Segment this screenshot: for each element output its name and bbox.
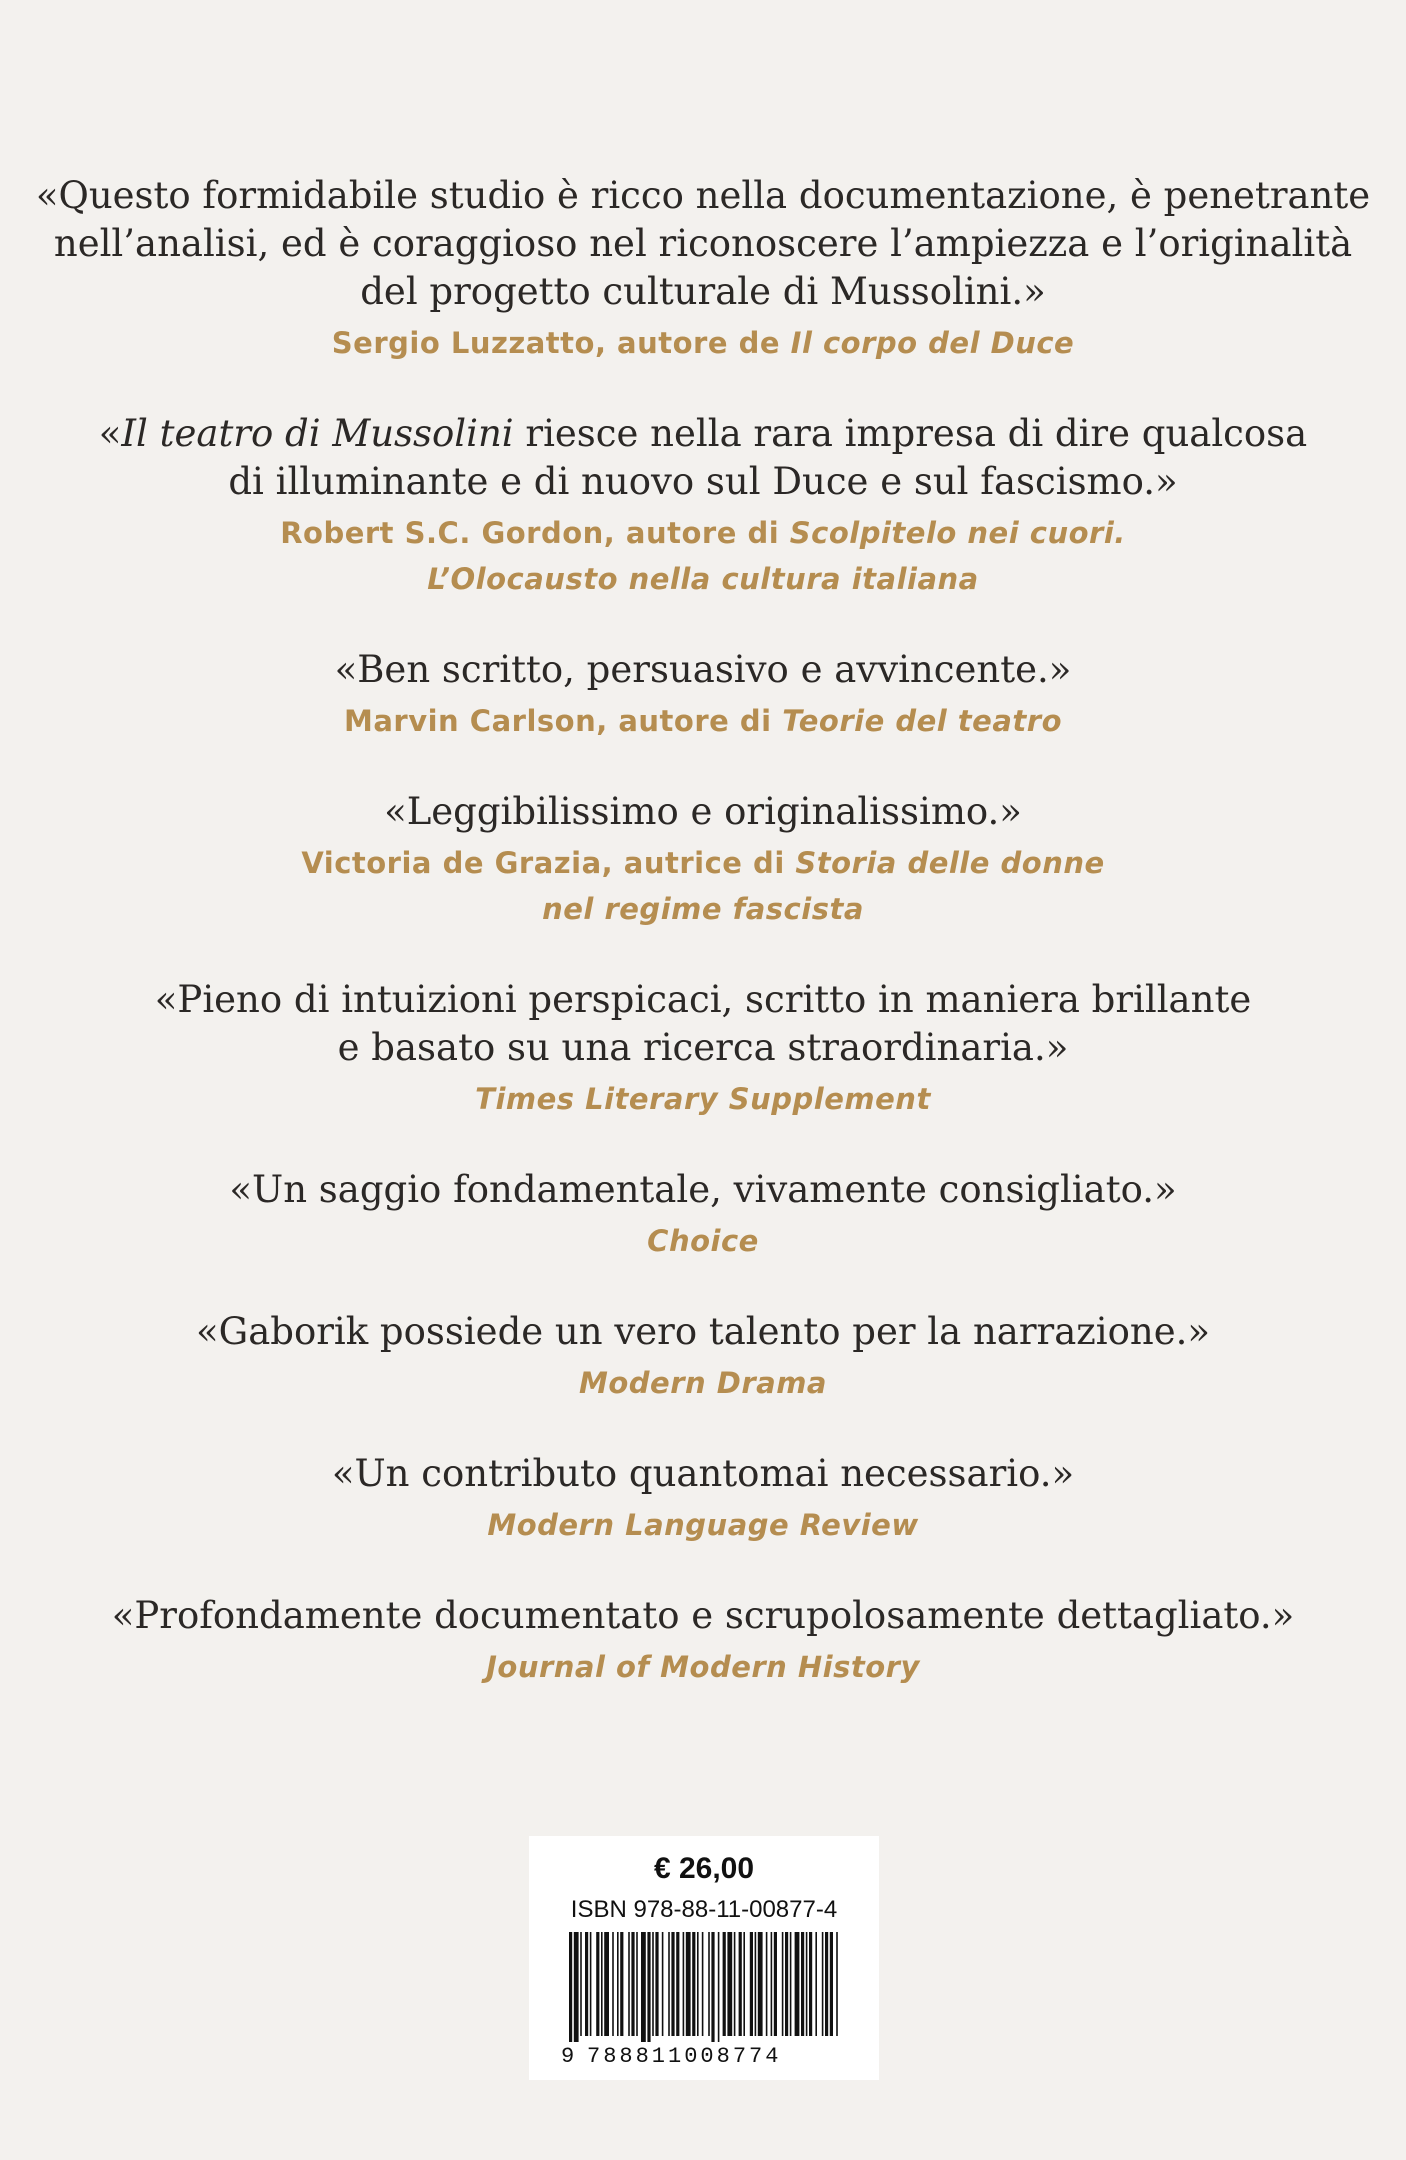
barcode-first-digit: 9 (561, 2044, 575, 2069)
barcode-bar (825, 1932, 828, 2036)
barcode-bar (686, 1932, 691, 2036)
blurb-5 (0, 976, 1406, 1122)
blurb-7 (0, 1308, 1406, 1406)
attribution-work: Storia delle donne nel regime fascista (542, 846, 1105, 926)
barcode-bar (815, 1932, 817, 2036)
barcode-bar (671, 1932, 674, 2036)
blurb-quote: «Leggibilissimo e originalissimo.» (384, 790, 1022, 833)
blurb-1 (0, 172, 1406, 366)
blurb-attribution (0, 840, 1406, 932)
barcode-bar (580, 1932, 582, 2036)
barcode-bar (702, 1932, 704, 2036)
barcode-bar (766, 1932, 768, 2036)
blurb-2 (0, 410, 1406, 602)
barcode-bar (601, 1932, 603, 2036)
barcode-bar (743, 1932, 745, 2036)
blurb-attribution (0, 510, 1406, 602)
blurb-quote: «Profondamente documentato e scrupolosamente dettagliato.» (111, 1594, 1295, 1637)
blurb-attribution (0, 1360, 1406, 1406)
barcode-bar (739, 1932, 742, 2036)
blurb-quote: «Un contributo quantomai necessario.» (331, 1452, 1075, 1495)
barcode-bar (718, 1932, 720, 2042)
barcode-bar (836, 1932, 838, 2036)
attribution-author: Victoria de Grazia, autrice di (301, 846, 796, 880)
barcode-bar (750, 1932, 753, 2036)
blurb-8 (0, 1450, 1406, 1548)
barcode-bar (585, 1932, 588, 2036)
barcode-bar (809, 1932, 812, 2036)
blurb-attribution (0, 1502, 1406, 1548)
blurb-attribution (0, 1218, 1406, 1264)
attribution-work: Times Literary Supplement (475, 1082, 931, 1116)
barcode-bar (782, 1932, 784, 2036)
blurb-3 (0, 646, 1406, 744)
blurb-attribution (0, 1076, 1406, 1122)
barcode-bars (569, 1932, 841, 2042)
attribution-author: Marvin Carlson, autore di (343, 704, 783, 738)
blurb-attribution (0, 698, 1406, 744)
barcode-bar (697, 1932, 699, 2036)
blurb-quote: «Ben scritto, persuasivo e avvincente.» (334, 648, 1072, 691)
barcode-bar (662, 1932, 664, 2036)
barcode-label (529, 1836, 879, 2080)
barcode-bar (604, 1932, 609, 2036)
blurb-6 (0, 1166, 1406, 1264)
blurb-4 (0, 788, 1406, 932)
blurb-attribution (0, 1644, 1406, 1690)
barcode-bar (692, 1932, 695, 2036)
attribution-work: Teorie del teatro (782, 704, 1062, 738)
barcode-bar (612, 1932, 614, 2036)
barcode-bar (785, 1932, 788, 2036)
barcode-bar (652, 1932, 654, 2036)
blurb-quote: «Questo formidabile studio è ricco nella documentazione, è penetrante nell’analisi, ed è coraggioso nel riconoscere l’ampiezza e l’originalità del progetto culturale di Mussolini.» (35, 174, 1371, 313)
price-label: € 26,00 (653, 1852, 755, 1885)
attribution-work: Scolpitelo nei cuori. L’Olocausto nella cultura italiana (427, 516, 1126, 596)
attribution-work: Modern Language Review (487, 1508, 919, 1542)
barcode-bar (655, 1932, 658, 2036)
attribution-work: Il corpo del Duce (790, 326, 1075, 360)
barcode-bar (790, 1932, 792, 2036)
barcode-bar (631, 1932, 634, 2036)
blurbs-section (0, 172, 1406, 1690)
barcode-bar (617, 1932, 619, 2036)
isbn-label: ISBN 978-88-11-00877-4 (570, 1896, 838, 1923)
barcode-bar (676, 1932, 679, 2036)
attribution-author: Sergio Luzzatto, autore de (331, 326, 791, 360)
blurb-quote: «Gaborik possiede un vero talento per la narrazione.» (196, 1310, 1210, 1353)
attribution-work: Journal of Modern History (486, 1650, 920, 1684)
barcode-bar (795, 1932, 800, 2036)
barcode-bar (734, 1932, 736, 2036)
barcode-bar (830, 1932, 833, 2036)
barcode-bar (596, 1932, 599, 2036)
barcode-bar (668, 1932, 670, 2036)
barcode-bar (647, 1932, 650, 2042)
attribution-work: Modern Drama (579, 1366, 827, 1400)
blurb-quote: «Pieno di intuizioni perspicaci, scritto in maniera brillante e basato su una ricerca straordinaria.» (154, 978, 1252, 1069)
quote-rest: riesce nella rara impresa di dire qualcosa di illuminante e di nuovo sul Duce e sul fascismo.» (228, 412, 1308, 503)
barcode-bar (574, 1932, 579, 2042)
barcode-bar (771, 1932, 773, 2036)
barcode-bar (711, 1932, 714, 2042)
quote-title-italic: Il teatro di Mussolini (121, 412, 514, 455)
barcode-bar (723, 1932, 726, 2036)
barcode-bar (590, 1932, 592, 2036)
barcode-bar (641, 1932, 646, 2042)
barcode-bar (683, 1932, 685, 2036)
barcode-bar (801, 1932, 804, 2036)
quote-open: « (98, 412, 122, 455)
barcode-bar (758, 1932, 763, 2036)
blurb-attribution (0, 320, 1406, 366)
barcode-digits: 788811008774 (587, 2044, 782, 2069)
barcode-bar (774, 1932, 777, 2036)
barcode-bar (727, 1932, 732, 2036)
attribution-author: Robert S.C. Gordon, autore di (280, 516, 790, 550)
barcode-bar (822, 1932, 824, 2036)
attribution-work: Choice (647, 1224, 759, 1258)
barcode-bar (628, 1932, 630, 2036)
barcode-bar (806, 1932, 808, 2036)
blurb-quote: «Un saggio fondamentale, vivamente consigliato.» (229, 1168, 1177, 1211)
blurb-9 (0, 1592, 1406, 1690)
barcode-bar (755, 1932, 757, 2036)
barcode-bar (569, 1932, 572, 2042)
barcode-bar (708, 1932, 710, 2036)
barcode-bar (620, 1932, 623, 2036)
barcode-bar (636, 1932, 638, 2036)
blurb-quote (0, 410, 1406, 506)
